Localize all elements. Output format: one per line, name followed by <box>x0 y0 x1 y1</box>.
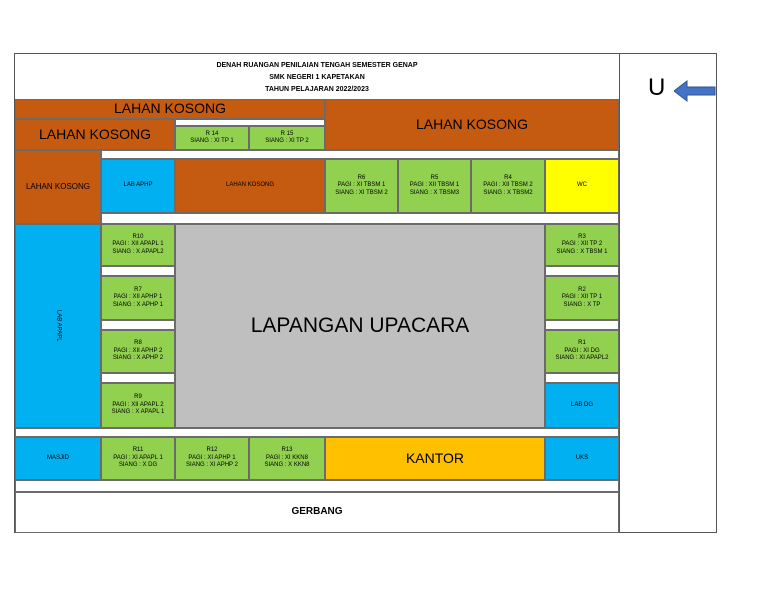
path-strip <box>545 320 619 330</box>
room-r5-afternoon: SIANG : X TBSM3 <box>409 189 460 196</box>
path-strip <box>15 428 619 437</box>
path-strip <box>101 320 175 330</box>
room-r2-afternoon: SIANG : X TP <box>563 301 601 308</box>
room-r3-morning: PAGI : XII TP 2 <box>561 241 603 248</box>
room-r3 <box>545 224 619 266</box>
room-r12-name: R12 <box>206 447 218 454</box>
main-gate: GERBANG <box>15 492 619 533</box>
room-r8-afternoon: SIANG : X APHP 2 <box>112 355 164 362</box>
path-strip <box>545 373 619 383</box>
room-r13 <box>249 437 325 480</box>
path-strip <box>101 373 175 383</box>
north-label: U <box>648 74 666 101</box>
path-strip <box>101 266 175 276</box>
path-strip <box>101 150 619 159</box>
room-r10-morning: PAGI : XII APAPL 1 <box>112 241 164 248</box>
room-r1 <box>545 330 619 373</box>
empty-land-right: LAHAN KOSONG <box>325 99 619 150</box>
empty-land-left: LAHAN KOSONG <box>15 119 175 150</box>
room-r4-morning: PAGI : XII TBSM 2 <box>483 182 533 189</box>
wc: WC <box>545 159 619 213</box>
room-r1-afternoon: SIANG : XI APAPL2 <box>555 355 609 362</box>
room-r2 <box>545 276 619 320</box>
room-r9-afternoon: SIANG : X APAPL 1 <box>111 409 165 416</box>
academic-year: TAHUN PELAJARAN 2022/2023 <box>265 86 369 93</box>
room-r5 <box>398 159 471 213</box>
room-r8 <box>101 330 175 373</box>
room-r9-name: R9 <box>134 394 142 401</box>
arrow-left-icon <box>674 80 716 102</box>
room-r5-name: R5 <box>430 174 439 181</box>
room-r8-morning: PAGI : XII APHP 2 <box>113 347 163 354</box>
room-r13-name: R13 <box>281 447 293 454</box>
room-r15-shift: SIANG : XI TP 2 <box>265 138 309 144</box>
room-r10-name: R10 <box>132 233 144 240</box>
room-r6-afternoon: SIANG : XI TBSM 2 <box>335 189 388 196</box>
room-r2-morning: PAGI : XII TP 1 <box>561 294 603 301</box>
lab-apapl <box>15 224 101 428</box>
lab-dg: LAB DG <box>545 383 619 428</box>
school-name: SMK NEGERI 1 KAPETAKAN <box>269 74 365 81</box>
room-r14 <box>175 126 249 150</box>
room-r4-afternoon: SIANG : X TBSM2 <box>483 189 533 196</box>
room-r10 <box>101 224 175 266</box>
plan-title: DENAH RUANGAN PENILAIAN TENGAH SEMESTER GENAP <box>216 62 418 69</box>
compass-divider <box>619 53 620 533</box>
room-r2-name: R2 <box>578 286 586 293</box>
room-r11-name: R11 <box>132 447 144 454</box>
empty-land-west: LAHAN KOSONG <box>15 150 101 224</box>
room-r7-afternoon: SIANG : X APHP 1 <box>112 301 164 308</box>
path-strip <box>101 213 619 224</box>
lab-apapl-label: LAB APAPL <box>55 310 62 342</box>
room-r12 <box>175 437 249 480</box>
room-r1-morning: PAGI : XI DG <box>564 347 600 354</box>
room-r14-shift: SIANG : XI TP 1 <box>190 138 234 144</box>
room-r3-name: R3 <box>578 233 586 240</box>
office: KANTOR <box>325 437 545 480</box>
room-r13-afternoon: SIANG : X KKN8 <box>264 462 310 469</box>
room-r11 <box>101 437 175 480</box>
room-r3-afternoon: SIANG : X TBSM 1 <box>556 248 608 255</box>
empty-land-top: LAHAN KOSONG <box>15 99 325 119</box>
room-r15-name: R 15 <box>280 130 294 137</box>
mosque: MASJID <box>15 437 101 480</box>
room-r11-morning: PAGI : XI APAPL 1 <box>113 454 163 461</box>
room-r6-morning: PAGI : XI TBSM 1 <box>337 182 386 189</box>
room-r4-name: R4 <box>504 174 512 181</box>
room-r13-morning: PAGI : XI KKN8 <box>266 454 308 461</box>
room-r8-name: R8 <box>134 340 142 347</box>
room-r14-name: R 14 <box>205 130 219 137</box>
room-r4 <box>471 159 545 213</box>
health-room: UKS <box>545 437 619 480</box>
room-r7 <box>101 276 175 320</box>
room-r12-afternoon: SIANG : XI APHP 2 <box>186 462 238 469</box>
room-r10-afternoon: SIANG : X APAPL2 <box>112 248 164 255</box>
path-strip <box>15 480 619 492</box>
room-r9-morning: PAGI : XII APAPL 2 <box>112 401 164 408</box>
room-r12-morning: PAGI : XI APHP 1 <box>188 454 236 461</box>
room-r11-afternoon: SIANG : X DG <box>118 462 158 469</box>
path-strip <box>545 266 619 276</box>
room-r6-name: R6 <box>357 174 366 181</box>
room-r5-morning: PAGI : XII TBSM 1 <box>409 182 460 189</box>
room-r6 <box>325 159 398 213</box>
room-r1-name: R1 <box>578 340 586 347</box>
room-r15 <box>249 126 325 150</box>
room-r9 <box>101 383 175 428</box>
ceremony-field: LAPANGAN UPACARA <box>175 224 545 428</box>
lab-aphp: LAB APHP <box>101 159 175 213</box>
room-r7-morning: PAGI : XII APHP 1 <box>113 294 163 301</box>
room-r7-name: R7 <box>134 286 142 293</box>
empty-land-middle: LAHAN KOSONG <box>175 159 325 213</box>
path-strip <box>175 119 325 126</box>
